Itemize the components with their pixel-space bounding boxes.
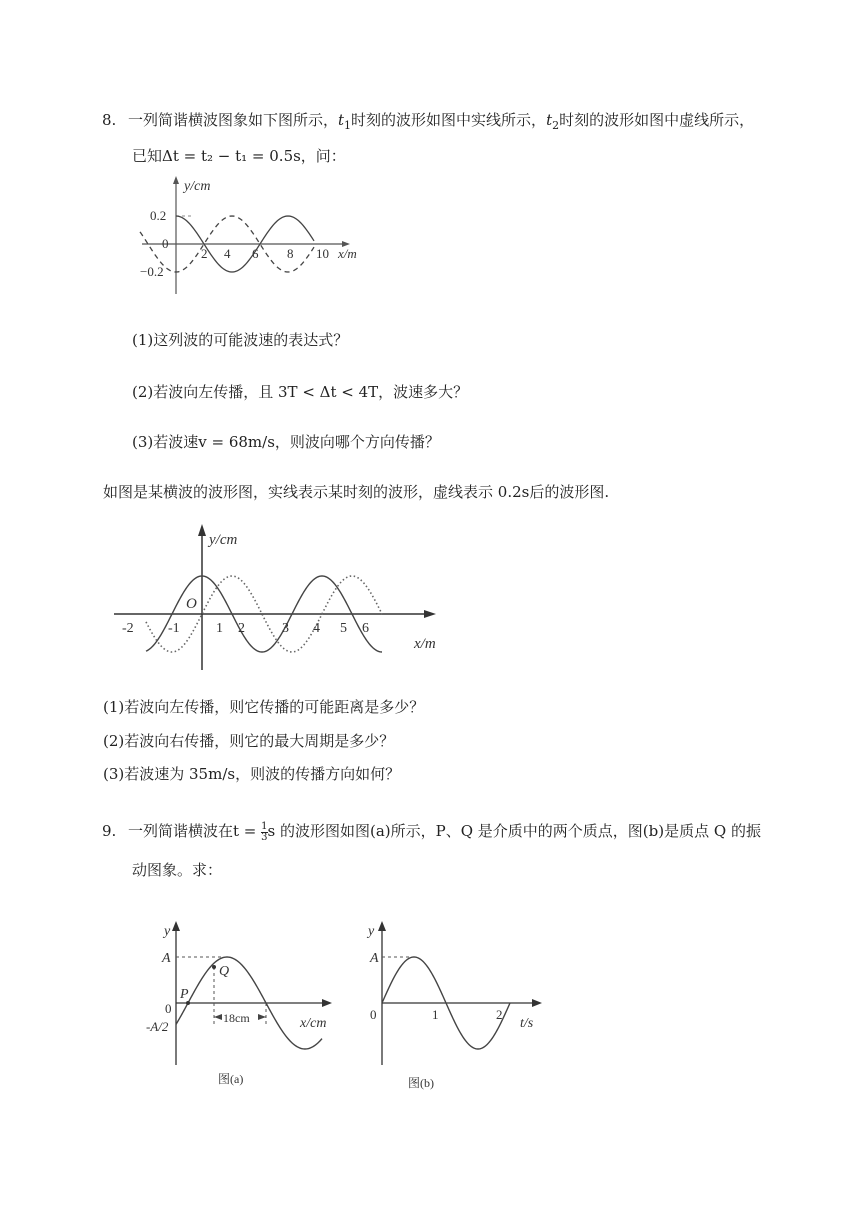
extra-xtick-0: -2 — [122, 621, 134, 636]
extra-origin: O — [186, 596, 197, 612]
extra-xtick-7: 6 — [362, 621, 369, 636]
q9-line2: 动图象。求： — [132, 861, 223, 879]
q8-t1-sub: 1 — [344, 119, 352, 132]
q8-ytick-1: 0 — [162, 236, 169, 251]
extra-xtick-4: 3 — [282, 621, 289, 636]
extra-xlabel: x/m — [414, 636, 436, 652]
q9a-point-q — [212, 965, 216, 969]
q9b-a-label: A — [370, 951, 379, 966]
extra-xtick-6: 5 — [340, 621, 347, 636]
q8-ytick-0: 0.2 — [150, 208, 167, 223]
q9a-zero: 0 — [165, 1001, 172, 1016]
q8-t2: t — [546, 111, 553, 129]
q9-frac-num: 1 — [261, 820, 268, 832]
extra-figure — [110, 520, 450, 684]
q8-figure — [132, 172, 382, 301]
q9-figure-b — [362, 915, 547, 1099]
q9-figure-a — [140, 915, 345, 1099]
q9b-xtick-0: 1 — [432, 1007, 439, 1022]
extra-xtick-1: -1 — [168, 621, 180, 636]
q9a-ylabel: y — [164, 924, 171, 939]
extra-ylabel: y/cm — [209, 532, 238, 548]
q8-sub1: (1)这列波的可能波速的表达式？ — [132, 331, 349, 349]
q9b-caption: 图(b) — [408, 1076, 434, 1090]
extra-intro: 如图是某横波的波形图，实线表示某时刻的波形，虚线表示 0.2s后的波形图. — [103, 483, 610, 501]
q9a-a-label: A — [162, 951, 171, 966]
extra-xtick-5: 4 — [313, 621, 320, 636]
extra-sub2: (2)若波向右传播，则它的最大周期是多少？ — [103, 732, 395, 750]
q8-xtick-0: 2 — [201, 246, 208, 261]
q9a-p-label: P — [180, 987, 189, 1002]
q8-line1-a: 一列简谐横波图象如下图所示， — [128, 111, 339, 129]
extra-sub3: (3)若波速为 35m/s，则波的传播方向如何？ — [103, 765, 401, 783]
q8-sub2: (2)若波向左传播，且 3T < Δt < 4T，波速多大？ — [132, 383, 469, 401]
q8-xtick-2: 6 — [252, 246, 259, 261]
q8-xtick-4: 10 — [316, 246, 329, 261]
q9a-neg-label: -A/2 — [146, 1019, 169, 1034]
q8-line1-c: 时刻的波形如图中虚线所示， — [559, 111, 755, 129]
q9-number: 9. — [102, 822, 117, 840]
extra-xtick-3: 2 — [238, 621, 245, 636]
q9-line1-b: s 的波形图如图(a)所示，P、Q 是介质中的两个质点，图(b)是质点 Q 的振 — [267, 822, 761, 840]
q9b-xtick-1: 2 — [496, 1007, 503, 1022]
q8-line2: 已知Δt = t₂ − t₁ = 0.5s，问： — [132, 147, 346, 165]
extra-xtick-2: 1 — [216, 621, 223, 636]
q8-xlabel: x/m — [338, 246, 357, 261]
q8-line1-b: 时刻的波形如图中实线所示， — [351, 111, 547, 129]
q9b-ylabel: y — [368, 924, 375, 939]
q9b-zero: 0 — [370, 1007, 377, 1022]
q9b-xlabel: t/s — [520, 1016, 534, 1031]
q9-frac-den: 3 — [261, 831, 268, 843]
q9a-caption: 图(a) — [218, 1072, 244, 1086]
q8-t2-sub: 2 — [552, 119, 560, 132]
q8-xtick-1: 4 — [224, 246, 231, 261]
q9a-span: 18cm — [223, 1011, 250, 1025]
q8-line1 — [102, 110, 754, 136]
q9-line1 — [102, 818, 761, 844]
q8-xtick-3: 8 — [287, 246, 294, 261]
q9-line1-a: 一列简谐横波在t = — [128, 822, 257, 840]
q8-t1: t — [338, 111, 345, 129]
q8-sub3: (3)若波速v = 68m/s，则波向哪个方向传播？ — [132, 433, 440, 451]
q8-number: 8. — [102, 111, 117, 129]
q8-ytick-2: −0.2 — [140, 264, 164, 279]
q9a-xlabel: x/cm — [300, 1016, 327, 1031]
q8-ylabel: y/cm — [184, 179, 211, 194]
q9a-q-label: Q — [219, 964, 230, 979]
extra-sub1: (1)若波向左传播，则它传播的可能距离是多少？ — [103, 698, 425, 716]
